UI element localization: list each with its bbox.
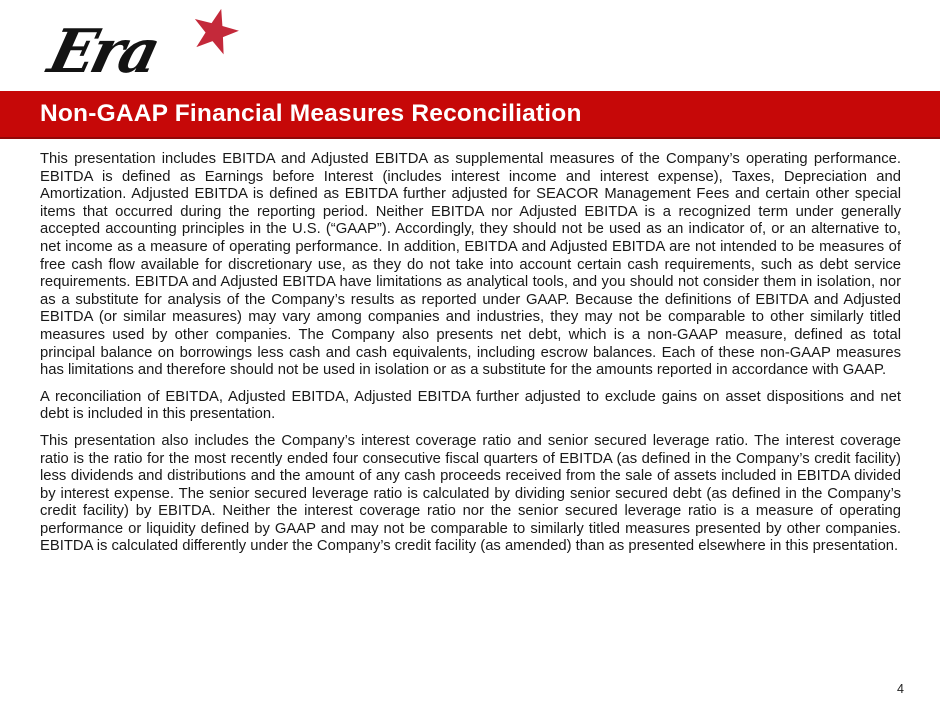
era-logo-text: Era [41, 16, 164, 87]
paragraph-ratios: This presentation also includes the Company’s interest coverage ratio and senior secured leverage ratio. The interest coverage ratio is the ratio for the most recently ended four consecutive fiscal quarters of EBITDA (as defined in the Company’s credit facility) less dividends and distributions and the amount of any cash proceeds received from the sale of assets included in EBITDA divided by interest expense. The senior secured leverage ratio is calculated by dividing senior secured debt (as defined in the Company’s credit facility) by EBITDA. Neither the interest coverage ratio nor the senior secured leverage ratio is a measure of operating performance or liquidity defined by GAAP and may not be comparable to similarly titled measures presented by other companies. EBITDA is calculated differently under the Company’s credit facility (as amended) than as presented elsewhere in this presentation. [40, 432, 901, 555]
page-number: 4 [897, 682, 904, 696]
page-title: Non-GAAP Financial Measures Reconciliation [40, 100, 582, 127]
star-icon [188, 6, 243, 57]
title-banner [0, 91, 940, 139]
era-logo [32, 6, 247, 90]
body-text [40, 151, 901, 565]
paragraph-ebitda-definition: This presentation includes EBITDA and Adjusted EBITDA as supplemental measures of the Company’s operating performance. EBITDA is defined as Earnings before Interest (includes interest income and interest expense), Taxes, Depreciation and Amortization. Adjusted EBITDA is defined as EBITDA further adjusted for SEACOR Management Fees and certain other special items that occurred during the reporting period. Neither EBITDA nor Adjusted EBITDA is a recognized term under generally accepted accounting principles in the U.S. (“GAAP”). Accordingly, they should not be used as an indicator of, or an alternative to, net income as a measure of operating performance. In addition, EBITDA and Adjusted EBITDA are not intended to be measures of free cash flow available for discretionary use, as they do not take into account certain cash requirements, such as debt service requirements. EBITDA and Adjusted EBITDA have limitations as analytical tools, and you should not consider them in isolation, nor as a substitute for analysis of the Company’s results as reported under GAAP. Because the definitions of EBITDA and Adjusted EBITDA (or similar measures) may vary among companies and industries, they may not be comparable to other similarly titled measures used by other companies. The Company also presents net debt, which is a non-GAAP measure, defined as total principal balance on borrowings less cash and cash equivalents, including escrow balances. Each of these non-GAAP measures has limitations and therefore should not be used in isolation or as a substitute for the amounts reported in accordance with GAAP. [40, 151, 901, 379]
paragraph-reconciliation: A reconciliation of EBITDA, Adjusted EBITDA, Adjusted EBITDA further adjusted to exclude gains on asset dispositions and net debt is included in this presentation. [40, 388, 901, 423]
